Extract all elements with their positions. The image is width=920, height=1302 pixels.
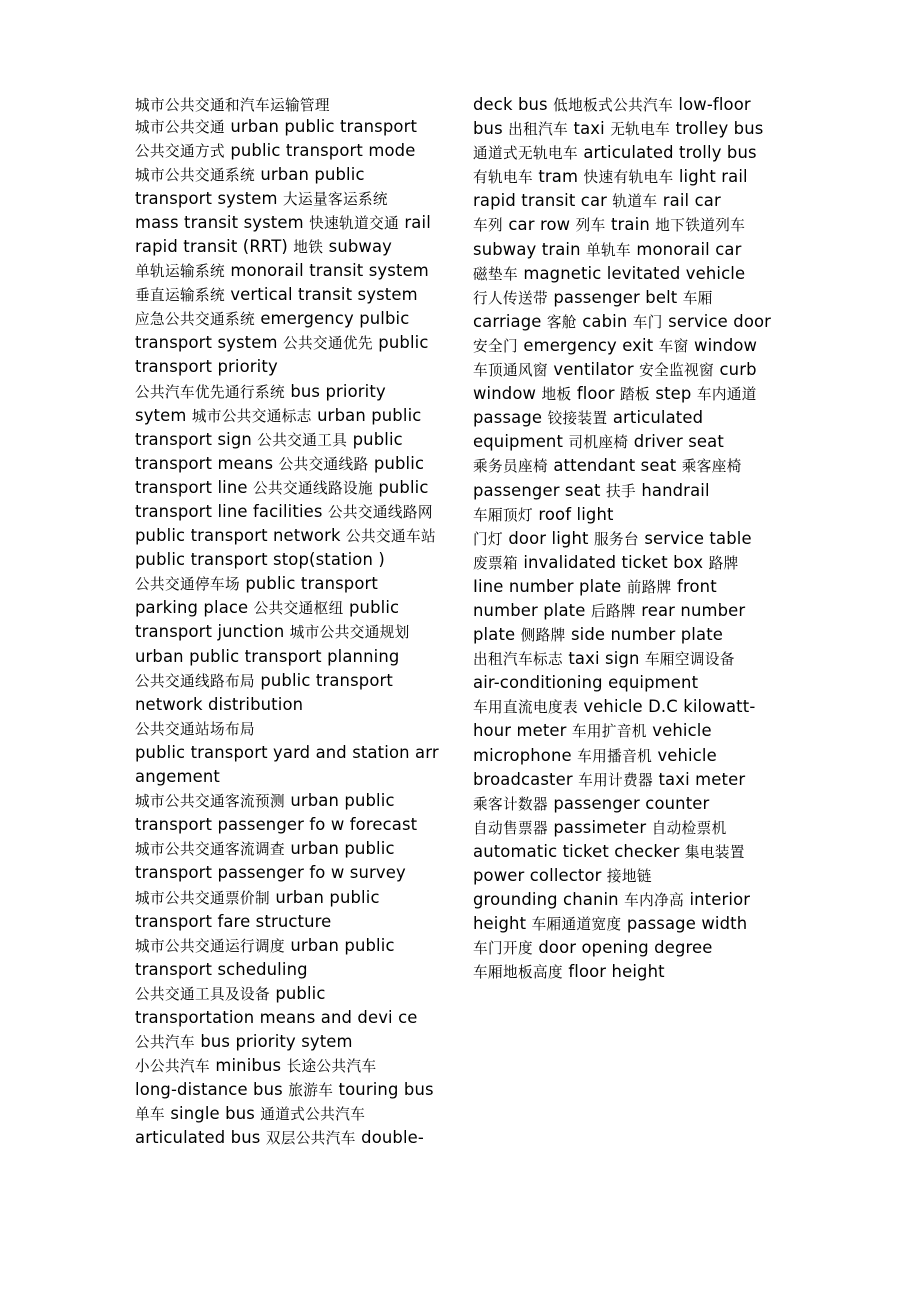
chinese-term: 快速有轨电车 [583,169,674,187]
chinese-term: 公共交通站场布局 [135,720,255,738]
text-line [473,406,793,430]
text-line [135,211,455,235]
right-text-column [473,93,793,984]
text-line [135,1102,455,1126]
text-line [135,283,455,307]
english-term: floor height [562,962,665,982]
english-term: transport system [135,333,283,353]
text-line [473,719,793,743]
chinese-term: 双层公共汽车 [265,1130,356,1148]
chinese-term: 车门 [632,313,663,331]
english-term: vehicle D.C kilowatt- [577,697,756,717]
chinese-term: 轨道车 [612,193,658,211]
chinese-term: 公共交通线路布局 [135,672,255,690]
text-line [135,741,455,765]
text-line [473,888,793,912]
english-term: passimeter [547,817,652,837]
english-term: double- [355,1128,424,1148]
english-term: front [671,576,717,596]
english-term: public [343,598,400,618]
chinese-term: 城市公共交通运行调度 [135,937,285,955]
english-term: step [650,384,697,404]
text-line [473,960,793,984]
chinese-term: 废票箱 [473,554,518,572]
english-term: touring bus [333,1080,434,1100]
english-term: parking place [135,598,254,618]
english-term: air-conditioning equipment [473,673,699,693]
chinese-term: 路牌 [708,554,739,572]
text-line [135,500,455,524]
chinese-term: 出租汽车标志 [473,651,563,669]
english-term: grounding chanin [473,890,625,910]
english-term: window [473,384,542,404]
chinese-term: 城市公共交通票价制 [135,889,270,907]
chinese-term: 车列 [473,217,503,235]
text-line [473,551,793,575]
english-term: public transport [239,574,378,594]
chinese-term: 通道式公共汽车 [260,1106,366,1124]
english-term: door opening degree [532,938,713,958]
chinese-term: 服务台 [593,530,639,548]
text-line [135,958,455,982]
english-term: long-distance bus [135,1080,289,1100]
chinese-term: 城市公共交通标志 [191,407,312,425]
text-line [473,575,793,599]
chinese-term: 公共交通停车场 [135,576,240,594]
english-term: articulated trolly bus [577,143,757,163]
english-term: driver seat [628,432,724,452]
text-line [473,840,793,864]
chinese-term: 大运量客运系统 [282,190,388,208]
text-line [473,213,793,237]
text-line [473,93,793,117]
english-term: monorail transit system [224,261,429,281]
text-line [135,187,455,211]
chinese-term: 单轨运输系统 [135,263,225,281]
text-line [135,1006,455,1030]
english-term: transport system [135,188,283,208]
chinese-term: 乘客座椅 [681,458,742,476]
english-term: attendant seat [547,456,682,476]
text-line [473,141,793,165]
text-line [473,189,793,213]
english-term: transport fare structure [135,911,332,931]
english-term: automatic ticket checker [473,841,685,861]
english-term: public transport mode [224,140,416,160]
chinese-term: 单车 [135,1106,165,1124]
english-term: train [605,215,656,235]
english-term: articulated [607,408,704,428]
chinese-term: 车用扩音机 [571,723,647,741]
english-term: transport means [135,453,279,473]
chinese-term: 城市公共交通 [135,118,225,136]
text-line [135,717,455,741]
text-line [135,235,455,259]
english-term: passage [473,408,548,428]
english-term: floor [571,384,621,404]
chinese-term: 车门开度 [473,940,533,958]
text-line [473,695,793,719]
text-line [135,693,455,717]
text-line [473,454,793,478]
chinese-term: 公共交通工具及设备 [135,985,270,1003]
english-term: urban public [284,935,395,955]
text-line [473,479,793,503]
english-term: vertical transit system [224,285,418,305]
english-term: vehicle [652,745,717,765]
chinese-term: 通道式无轨电车 [473,145,578,163]
english-term: rail [399,212,431,232]
chinese-term: 扶手 [606,482,636,500]
chinese-term: 集电装置 [684,843,745,861]
chinese-term: 有轨电车 [473,169,533,187]
chinese-term: 客舱 [546,313,577,331]
chinese-term: 铰接装置 [547,410,608,428]
english-term: urban public transport planning [135,646,400,666]
english-term: interior [684,890,751,910]
english-term: sytem [135,405,192,425]
english-term: passage width [621,914,748,934]
english-term: hour meter [473,721,572,741]
english-term: urban public [254,164,365,184]
english-term: door light [503,528,594,548]
english-term: transport scheduling [135,959,308,979]
english-term: public [368,453,425,473]
chinese-term: 单轨车 [586,241,631,259]
english-term: tram [532,167,584,187]
english-term: network distribution [135,694,304,714]
english-term: rail car [657,191,721,211]
english-term: bus priority [284,381,386,401]
chinese-term: 门灯 [473,530,503,548]
chinese-term: 自动检票机 [651,819,727,837]
chinese-term: 磁垫车 [473,265,518,283]
text-line [135,910,455,934]
chinese-term: 踏板 [620,386,651,404]
chinese-term: 公共交通优先 [282,335,373,353]
text-line [135,524,455,548]
text-line [135,596,455,620]
english-term: minibus [209,1056,287,1076]
english-term: cabin [576,311,633,331]
english-term: public transport network [135,526,346,546]
english-term: transport passenger fo w survey [135,863,406,883]
text-line [135,115,455,139]
chinese-term: 车用计费器 [578,771,654,789]
chinese-term: 无轨电车 [610,121,671,139]
english-term: transport line [135,477,253,497]
text-line [135,404,455,428]
text-line [473,310,793,334]
text-line [135,380,455,404]
english-term: passenger counter [547,793,710,813]
english-term: monorail car [631,239,742,259]
left-text-column [135,93,455,1151]
text-line [135,886,455,910]
english-term: rear number [635,600,746,620]
chinese-term: 安全门 [473,337,518,355]
chinese-term: 公共交通线路 [278,455,369,473]
text-line [135,934,455,958]
english-term: public transport yard and station arr [135,742,439,762]
english-term: angement [135,767,220,787]
english-term: window [688,335,758,355]
text-line [135,428,455,452]
chinese-term: 车厢空调设备 [644,651,735,669]
chinese-term: 长途公共汽车 [286,1058,377,1076]
text-line [473,358,793,382]
english-term: handrail [636,480,710,500]
text-line [473,671,793,695]
chinese-term: 快速轨道交通 [309,214,400,232]
chinese-term: 行人传送带 [473,289,548,307]
text-line [135,982,455,1006]
chinese-term: 公共交通线路网 [327,504,433,521]
chinese-term: 应急公共交通系统 [135,311,255,329]
text-line [135,813,455,837]
english-term: transport line facilities [135,502,328,521]
text-line [473,864,793,888]
english-term: number plate [473,600,591,620]
chinese-term: 车用直流电度表 [473,699,578,717]
english-term: transport junction [135,622,290,642]
chinese-term: 垂直运输系统 [135,287,225,305]
chinese-term: 自动售票器 [473,819,548,837]
text-line [135,355,455,379]
text-line [135,1030,455,1054]
english-term: deck bus [473,95,554,114]
text-line [135,1126,455,1150]
english-term: emergency pulbic [254,309,410,329]
text-line [473,912,793,936]
chinese-term: 侧路牌 [520,627,566,645]
text-line [473,816,793,840]
text-line [135,645,455,669]
chinese-term: 乘务员座椅 [473,458,548,476]
chinese-term: 城市公共交通客流预测 [135,793,285,811]
chinese-term: 公共交通方式 [135,142,225,160]
english-term: public [372,477,429,497]
english-term: transportation means and devi ce [135,1007,418,1027]
chinese-term: 城市公共交通规划 [289,624,410,642]
english-term: vehicle [646,721,712,741]
chinese-term: 城市公共交通和汽车运输管理 [135,97,330,114]
chinese-term: 司机座椅 [568,434,629,452]
english-term: urban public transport [224,116,418,136]
english-term: rapid transit (RRT) [135,236,294,256]
english-term: public [372,333,429,353]
chinese-term: 公共汽车优先通行系统 [135,383,285,401]
text-line [473,430,793,454]
english-term: passenger seat [473,480,606,500]
english-term: carriage [473,311,547,331]
text-line [135,861,455,885]
text-line [135,1054,455,1078]
text-line [135,789,455,813]
english-term: articulated bus [135,1128,266,1148]
english-term: urban public [284,791,395,811]
english-term: subway [323,236,393,256]
chinese-term: 车厢通道宽度 [531,916,622,934]
text-line [473,527,793,551]
chinese-term: 城市公共交通系统 [135,166,255,184]
chinese-term: 小公共汽车 [135,1058,210,1076]
chinese-term: 车厢 [682,289,713,307]
text-line [473,262,793,286]
text-line [135,331,455,355]
english-term: transport sign [135,429,258,449]
text-line [473,286,793,310]
text-line [135,139,455,163]
chinese-term: 车厢顶灯 [473,506,533,524]
text-line [135,837,455,861]
text-line [135,259,455,283]
english-term: roof light [532,504,614,524]
english-term: urban public [284,839,395,859]
english-term: urban public [269,887,380,907]
english-term: service door [662,311,772,331]
text-line [473,768,793,792]
english-term: taxi sign [562,649,645,669]
english-term: magnetic levitated vehicle [517,263,746,283]
english-term: subway train [473,239,587,259]
text-line [473,647,793,671]
text-line [473,936,793,960]
text-line [473,382,793,406]
chinese-term: 地铁 [293,238,324,256]
chinese-term: 乘客计数器 [473,795,548,813]
chinese-term: 列车 [575,217,606,235]
text-line [135,765,455,789]
english-term: light rail [673,167,748,187]
chinese-term: 公共交通工具 [257,431,348,449]
english-term: broadcaster [473,769,579,789]
english-term: public transport [254,670,393,690]
text-line [473,503,793,527]
chinese-term: 公共交通枢纽 [253,600,344,618]
english-term: public [347,429,403,449]
chinese-term: 公共交通线路设施 [253,479,373,497]
english-term: urban public [311,405,422,425]
text-line [473,165,793,189]
chinese-term: 地下铁道列车 [655,217,746,235]
chinese-term: 后路牌 [590,602,636,620]
english-term: taxi meter [653,769,746,789]
text-line [473,599,793,623]
english-term: mass transit system [135,212,310,232]
english-term: public transport stop(station ) [135,550,385,570]
english-term: Iine number plate [473,576,627,596]
text-line [135,1078,455,1102]
english-term: taxi [568,119,611,139]
chinese-term: 城市公共交通客流调查 [135,841,285,859]
chinese-term: 前路牌 [626,578,672,596]
chinese-term: 地板 [541,386,572,404]
text-line [135,452,455,476]
text-line [473,334,793,358]
english-term: bus priority sytem [194,1032,353,1052]
english-term: public [269,983,326,1003]
text-line [135,572,455,596]
english-term: transport priority [135,357,278,377]
text-line [473,792,793,816]
english-term: microphone [473,745,578,765]
english-term: single bus [165,1104,261,1124]
text-line [135,620,455,644]
english-term: trolley bus [670,119,764,139]
english-term: power collector [473,866,607,885]
english-term: invalidated ticket box [517,552,709,572]
english-term: curb [714,360,757,380]
chinese-term: 车厢地板高度 [473,964,563,982]
text-line [135,669,455,693]
english-term: plate [473,625,521,645]
text-line [473,744,793,768]
english-term: emergency exit [517,335,659,355]
chinese-term: 旅游车 [288,1082,334,1100]
text-line [135,548,455,572]
chinese-term: 车窗 [658,337,689,355]
chinese-term: 车用播音机 [577,747,653,765]
chinese-term: 车内净高 [624,892,685,910]
text-line [473,117,793,141]
english-term: low-floor [673,95,751,114]
english-term: passenger belt [547,287,683,307]
english-term: equipment [473,432,569,452]
chinese-term: 安全监视窗 [639,362,715,380]
english-term: service table [638,528,752,548]
english-term: ventilator [547,360,640,380]
chinese-term: 公共汽车 [135,1034,195,1052]
english-term: bus [473,119,509,139]
chinese-term: 低地板式公共汽车 [553,97,674,114]
text-line [135,476,455,500]
text-line [473,238,793,262]
text-line [135,93,455,115]
chinese-term: 车内通道 [696,386,757,404]
text-line [135,307,455,331]
text-line [473,623,793,647]
english-term: side number plate [565,625,724,645]
chinese-term: 接地链 [606,868,652,885]
chinese-term: 公共交通车站 [346,528,436,546]
english-term: rapid transit car [473,191,613,211]
chinese-term: 出租汽车 [508,121,569,139]
english-term: car row [503,215,576,235]
english-term: transport passenger fo w forecast [135,815,418,835]
chinese-term: 车顶通风窗 [473,362,548,380]
text-line [135,163,455,187]
english-term: height [473,914,532,934]
